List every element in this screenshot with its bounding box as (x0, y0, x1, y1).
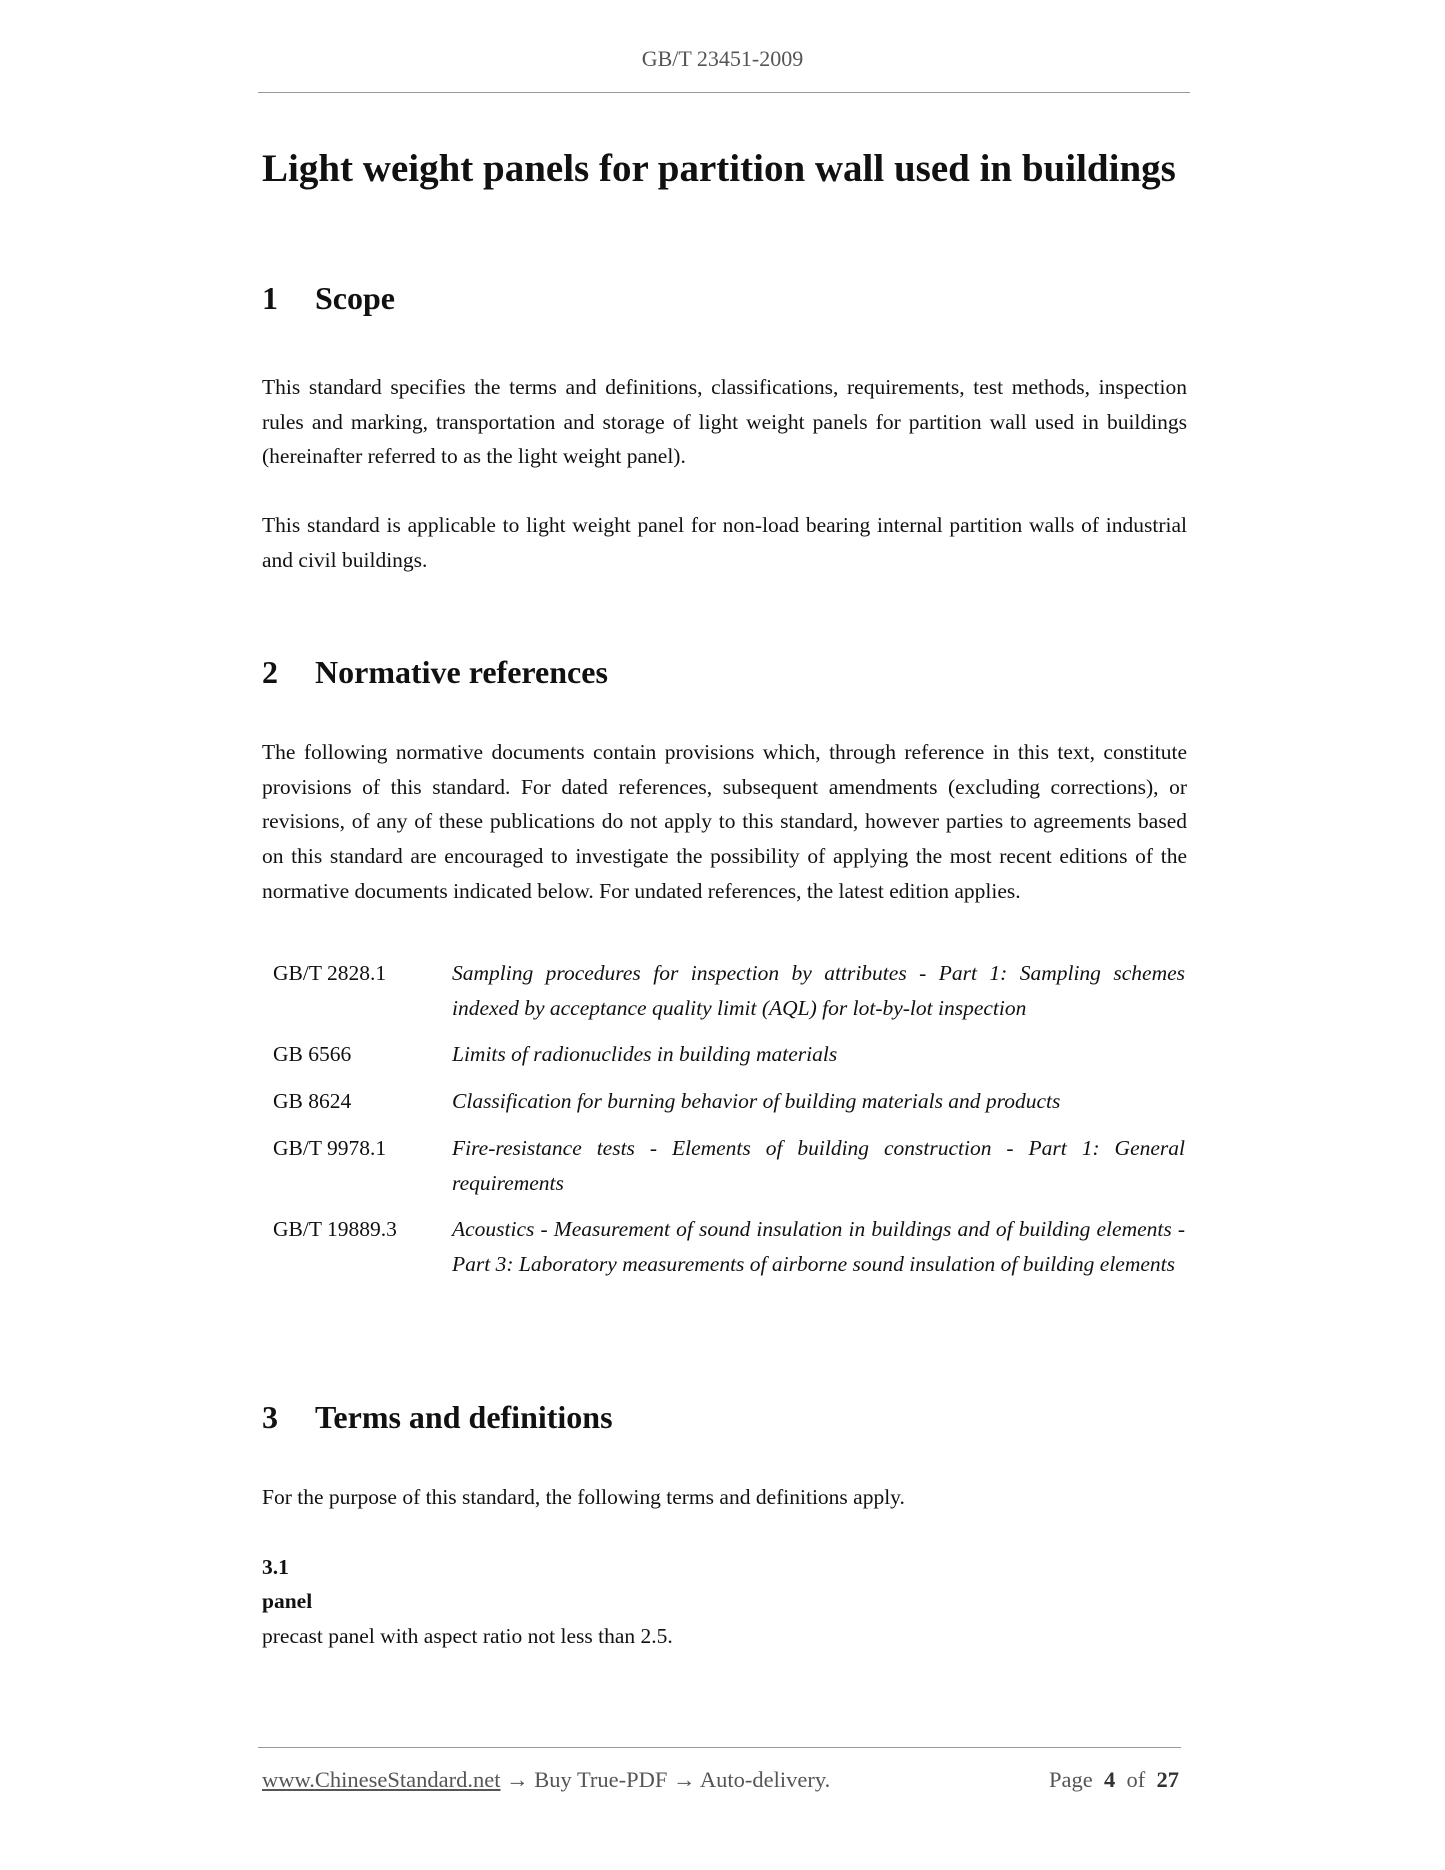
section-heading-scope (262, 280, 395, 317)
reference-code: GB 6566 (273, 1042, 352, 1067)
references-paragraph: The following normative documents contain provisions which, through reference in this text, constitute provisions of this standard. For dated references, subsequent amendments (excluding corrections), or revisions, of any of these publications do not apply to this standard, however parties to agreements based on this standard are encouraged to investigate the possibility of applying the most recent editions of the normative documents indicated below. For undated references, the latest edition applies. (262, 740, 1187, 903)
reference-code: GB/T 9978.1 (273, 1135, 387, 1160)
section-heading-terms-and-definitions (262, 1399, 613, 1436)
term-definition: precast panel with aspect ratio not less than 2.5. (262, 1624, 673, 1648)
reference-code: GB 8624 (273, 1089, 352, 1114)
reference-title: Classification for burning behavior of building materials and products (452, 1089, 1061, 1114)
page-number: 4 (1104, 1767, 1116, 1792)
terms-paragraph: For the purpose of this standard, the following terms and definitions apply. (262, 1485, 905, 1509)
footer-divider (258, 1747, 1181, 1748)
section-number: 1 (262, 280, 278, 316)
term-number: 3.1 (262, 1555, 289, 1579)
website-link[interactable]: www.ChineseStandard.net (262, 1767, 501, 1792)
page-indicator (1049, 1767, 1179, 1793)
footer-text: → Buy True-PDF → Auto-delivery. (500, 1767, 831, 1792)
page-footer (262, 1767, 1179, 1793)
reference-title: Limits of radionuclides in building materials (452, 1042, 838, 1067)
header-divider (258, 92, 1190, 93)
term-name: panel (262, 1589, 313, 1613)
reference-item (262, 1037, 1187, 1072)
document-title: Light weight panels for partition wall used in buildings (262, 147, 1176, 190)
total-pages: 27 (1156, 1767, 1179, 1792)
section-number: 3 (262, 1399, 278, 1435)
page-label: Page (1049, 1767, 1093, 1792)
section-title: Scope (315, 280, 395, 316)
of-label: of (1126, 1767, 1146, 1792)
scope-paragraph-2: This standard is applicable to light weight panel for non-load bearing internal partition walls of industrial and civil buildings. (262, 513, 1187, 572)
reference-title: Acoustics - Measurement of sound insulation in buildings and of building elements - Part 3: Laboratory measurements of airborne sound insulation of building elements (452, 1217, 1185, 1276)
section-number: 2 (262, 654, 278, 690)
reference-list (262, 956, 1187, 1294)
footer-promo (262, 1767, 830, 1793)
reference-code: GB/T 2828.1 (273, 961, 387, 985)
document-id-header: GB/T 23451-2009 (641, 46, 804, 71)
section-title: Normative references (315, 654, 608, 690)
section-heading-normative-references (262, 654, 608, 691)
reference-item (262, 1084, 1187, 1119)
reference-item (262, 956, 1187, 1025)
reference-code: GB/T 19889.3 (273, 1217, 397, 1242)
section-title: Terms and definitions (315, 1399, 613, 1435)
scope-paragraph-1: This standard specifies the terms and definitions, classifications, requirements, test methods, inspection rules and marking, transportation and storage of light weight panels for partition wall used in buildings (hereinafter referred to as the light weight panel). (262, 375, 1187, 469)
reference-title: Fire-resistance tests - Elements of building construction - Part 1: General requirements (452, 1135, 1185, 1195)
reference-item (262, 1131, 1187, 1200)
reference-title: Sampling procedures for inspection by attributes - Part 1: Sampling schemes indexed by acceptance quality limit (AQL) for lot-by-lot inspection (452, 961, 1185, 1020)
reference-item (262, 1212, 1187, 1281)
